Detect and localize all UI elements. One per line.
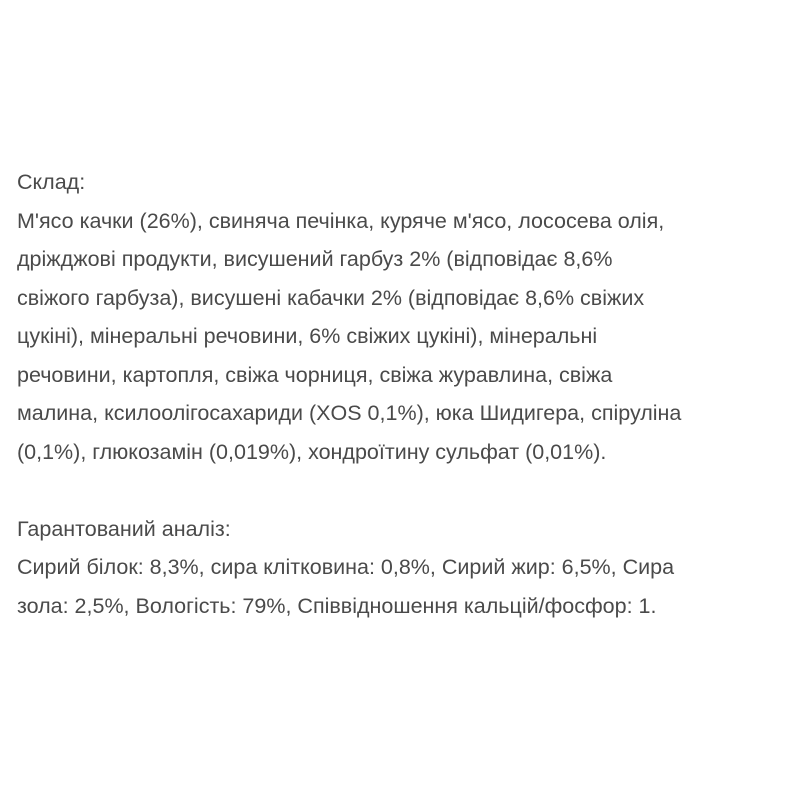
composition-section: [17, 163, 787, 471]
section-spacer: [17, 471, 787, 510]
composition-line: речовини, картопля, свіжа чорниця, свіжа журавлина, свіжа: [17, 362, 613, 387]
analysis-heading: Гарантований аналіз:: [17, 516, 231, 541]
composition-line: М'ясо качки (26%), свиняча печінка, куряче м'ясо, лососева олія,: [17, 208, 665, 233]
composition-line: (0,1%), глюкозамін (0,019%), хондроїтину сульфат (0,01%).: [17, 439, 607, 464]
composition-heading: Склад:: [17, 170, 86, 194]
composition-line: свіжого гарбуза), висушені кабачки 2% (відповідає 8,6% свіжих: [17, 285, 645, 310]
composition-line: цукіні), мінеральні речовини, 6% свіжих цукіні), мінеральні: [17, 324, 598, 348]
analysis-line: зола: 2,5%, Вологість: 79%, Співвідношення кальцій/фосфор: 1.: [17, 593, 657, 618]
analysis-line: Сирий білок: 8,3%, сира клітковина: 0,8%, Сирий жир: 6,5%, Сира: [17, 555, 675, 579]
composition-line: малина, ксилоолігосахариди (XOS 0,1%), юка Шидигера, спіруліна: [17, 401, 682, 425]
product-description: [17, 163, 787, 625]
analysis-section: [17, 510, 787, 626]
composition-line: дріжджові продукти, висушений гарбуз 2% (відповідає 8,6%: [17, 247, 613, 271]
